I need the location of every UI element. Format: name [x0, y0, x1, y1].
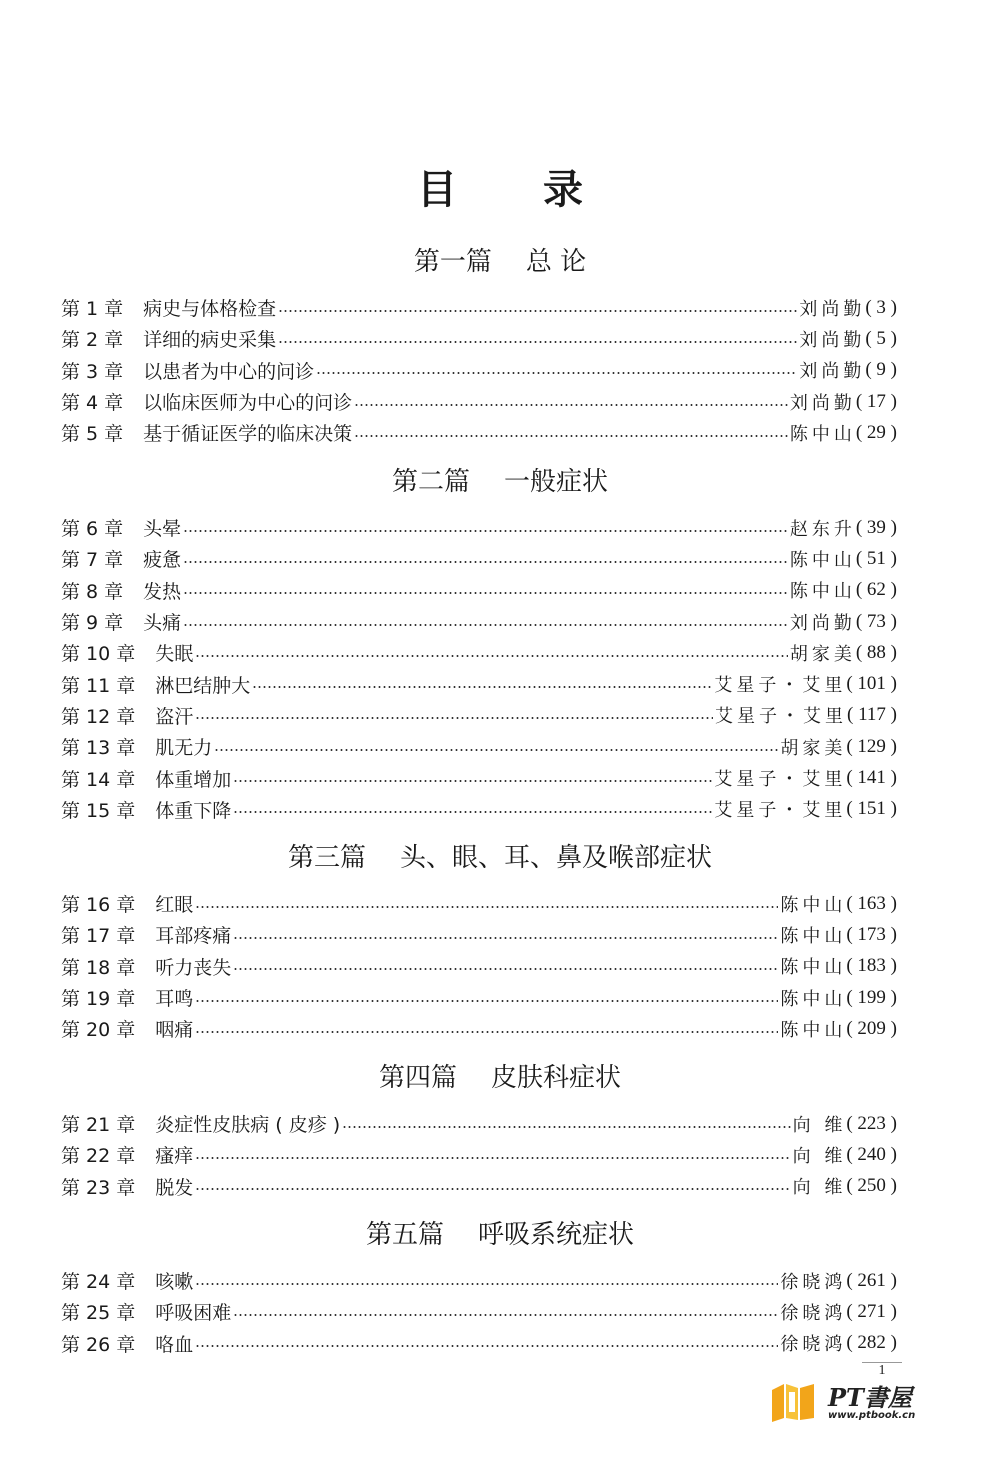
- chapter-title: 淋巴结肿大: [155, 674, 251, 697]
- chapter-page: ( 250 ): [846, 1175, 897, 1197]
- part-heading: [0, 1058, 1000, 1098]
- dot-leader: [195, 1157, 790, 1159]
- chapter-author: 艾星子・艾里: [714, 800, 847, 822]
- dot-leader: [233, 968, 778, 970]
- dot-leader: [195, 1188, 790, 1190]
- chapter-title: 以患者为中心的问诊: [143, 360, 315, 383]
- toc-part: [0, 838, 1000, 1044]
- chapter-list: [0, 888, 1000, 1044]
- dot-leader: [233, 780, 712, 782]
- part-number: 第四篇: [378, 1063, 457, 1093]
- dot-leader: [183, 530, 788, 532]
- toc-entry[interactable]: [61, 543, 897, 574]
- toc-entry[interactable]: [61, 1265, 897, 1296]
- chapter-author: 陈中山: [789, 423, 856, 445]
- part-number: 第五篇: [365, 1220, 444, 1250]
- chapter-list: [0, 1108, 1000, 1202]
- part-number: 第一篇: [413, 247, 492, 277]
- dot-leader: [233, 937, 778, 939]
- chapter-author: 赵东升: [789, 518, 856, 540]
- watermark-logo: [770, 1378, 930, 1428]
- chapter-number: 第 11 章: [61, 674, 136, 697]
- chapter-title: 头痛: [143, 612, 182, 635]
- dot-leader: [214, 749, 778, 751]
- part-title: 总 论: [525, 247, 587, 277]
- chapter-page: ( 163 ): [846, 892, 897, 914]
- chapter-page: ( 209 ): [846, 1017, 897, 1039]
- chapter-number: 第 15 章: [61, 799, 136, 822]
- chapter-page: ( 101 ): [846, 673, 897, 695]
- chapter-page: ( 39 ): [855, 516, 897, 538]
- chapter-page: ( 117 ): [847, 704, 897, 726]
- chapter-author: 陈中山: [789, 549, 856, 571]
- chapter-author: 刘尚勤: [789, 392, 856, 414]
- chapter-page: ( 282 ): [846, 1332, 897, 1354]
- toc-entry[interactable]: [61, 575, 897, 606]
- dot-leader: [195, 1031, 778, 1033]
- dot-leader: [278, 341, 797, 343]
- chapter-title: 详细的病史采集: [143, 329, 277, 352]
- chapter-number: 第 26 章: [61, 1333, 136, 1356]
- chapter-page: ( 3 ): [865, 296, 897, 318]
- chapter-title: 肌无力: [155, 737, 213, 760]
- toc-entry[interactable]: [61, 323, 897, 354]
- toc-entry[interactable]: [61, 417, 897, 448]
- chapter-title: 炎症性皮肤病 ( 皮疹 ): [155, 1114, 341, 1137]
- chapter-title: 体重下降: [155, 799, 232, 822]
- toc-entry[interactable]: [61, 386, 897, 417]
- chapter-list: [0, 1265, 1000, 1359]
- dot-leader: [183, 561, 788, 563]
- dot-leader: [195, 906, 778, 908]
- chapter-author: 陈中山: [780, 957, 847, 979]
- chapter-author: 艾星子・艾里: [715, 706, 848, 728]
- chapter-title: 失眠: [155, 643, 194, 666]
- chapter-author: 艾星子・艾里: [714, 769, 847, 791]
- chapter-number: 第 25 章: [61, 1302, 136, 1325]
- chapter-title: 发热: [143, 580, 182, 603]
- toc-entry[interactable]: [61, 512, 897, 543]
- chapter-title: 头晕: [143, 518, 182, 541]
- chapter-page: ( 129 ): [846, 735, 897, 757]
- chapter-number: 第 23 章: [61, 1176, 136, 1199]
- toc-entry[interactable]: [61, 668, 897, 699]
- toc-part: [0, 1058, 1000, 1202]
- chapter-title: 瘙痒: [155, 1145, 194, 1168]
- chapter-number: 第 7 章: [61, 549, 124, 572]
- chapter-title: 听力丧失: [155, 956, 232, 979]
- dot-leader: [354, 435, 788, 437]
- dot-leader: [183, 592, 788, 594]
- part-title: 头、眼、耳、鼻及喉部症状: [400, 843, 713, 873]
- chapter-title: 咯血: [155, 1333, 194, 1356]
- dot-leader: [183, 624, 788, 626]
- chapter-author: 陈中山: [780, 925, 847, 947]
- chapter-page: ( 73 ): [855, 610, 897, 632]
- chapter-author: 刘尚勤: [799, 361, 866, 383]
- part-number: 第三篇: [287, 843, 366, 873]
- toc-entry[interactable]: [61, 951, 897, 982]
- chapter-number: 第 9 章: [61, 612, 124, 635]
- dot-leader: [195, 655, 788, 657]
- toc-entry[interactable]: [61, 762, 897, 793]
- chapter-author: 徐晓鸿: [780, 1302, 847, 1324]
- chapter-author: 陈中山: [789, 581, 856, 603]
- toc-entry[interactable]: [61, 982, 897, 1013]
- chapter-author: 向 维: [792, 1177, 847, 1199]
- part-heading: [0, 838, 1000, 878]
- watermark-brand: PT書屋: [828, 1383, 912, 1412]
- toc-entry[interactable]: [61, 1328, 897, 1359]
- chapter-list: [0, 512, 1000, 825]
- toc-entry[interactable]: [61, 637, 897, 668]
- chapter-author: 向 维: [792, 1145, 847, 1167]
- toc-entry[interactable]: [61, 919, 897, 950]
- chapter-page: ( 29 ): [855, 421, 897, 443]
- chapter-title: 红眼: [155, 894, 194, 917]
- part-heading: [0, 242, 1000, 282]
- chapter-number: 第 1 章: [61, 298, 124, 321]
- chapter-title: 呼吸困难: [155, 1302, 232, 1325]
- toc-entry[interactable]: [61, 888, 897, 919]
- chapter-number: 第 19 章: [61, 988, 136, 1011]
- chapter-author: 胡家美: [789, 643, 856, 665]
- chapter-number: 第 22 章: [61, 1145, 136, 1168]
- chapter-number: 第 13 章: [61, 737, 136, 760]
- chapter-author: 艾星子・艾里: [714, 675, 847, 697]
- dot-leader: [354, 404, 788, 406]
- chapter-number: 第 2 章: [61, 329, 124, 352]
- toc-part: [0, 242, 1000, 448]
- dot-leader: [195, 1283, 778, 1285]
- chapter-page: ( 151 ): [846, 798, 897, 820]
- chapter-author: 陈中山: [780, 894, 847, 916]
- chapter-number: 第 20 章: [61, 1019, 136, 1042]
- dot-leader: [278, 310, 797, 312]
- chapter-page: ( 88 ): [855, 641, 897, 663]
- toc-entry[interactable]: [61, 1296, 897, 1327]
- toc-entry[interactable]: [61, 1013, 897, 1044]
- chapter-author: 徐晓鸿: [780, 1271, 847, 1293]
- chapter-title: 疲惫: [143, 549, 182, 572]
- chapter-page: ( 62 ): [855, 579, 897, 601]
- chapter-page: ( 199 ): [846, 986, 897, 1008]
- chapter-page: ( 173 ): [846, 923, 897, 945]
- chapter-title: 体重增加: [155, 768, 232, 791]
- chapter-page: ( 9 ): [865, 359, 897, 381]
- chapter-number: 第 3 章: [61, 360, 124, 383]
- toc-entry[interactable]: [61, 355, 897, 386]
- dot-leader: [252, 686, 712, 688]
- chapter-page: ( 5 ): [865, 327, 897, 349]
- chapter-title: 以临床医师为中心的问诊: [143, 392, 353, 415]
- chapter-page: ( 183 ): [846, 955, 897, 977]
- watermark-url: www.ptbook.cn: [828, 1410, 916, 1421]
- dot-leader: [342, 1126, 790, 1128]
- chapter-number: 第 8 章: [61, 580, 124, 603]
- chapter-title: 耳鸣: [155, 988, 194, 1011]
- toc-entry[interactable]: [61, 606, 897, 637]
- part-number: 第二篇: [391, 467, 470, 497]
- chapter-title: 脱发: [155, 1176, 194, 1199]
- chapter-title: 咽痛: [155, 1019, 194, 1042]
- chapter-number: 第 16 章: [61, 894, 136, 917]
- part-heading: [0, 1215, 1000, 1255]
- part-title: 呼吸系统症状: [478, 1220, 635, 1250]
- toc-entry[interactable]: [61, 700, 897, 731]
- chapter-list: [0, 292, 1000, 448]
- chapter-number: 第 12 章: [61, 705, 136, 728]
- chapter-page: ( 141 ): [846, 767, 897, 789]
- chapter-page: ( 271 ): [846, 1300, 897, 1322]
- toc-part: [0, 462, 1000, 825]
- dot-leader: [195, 1345, 778, 1347]
- chapter-number: 第 21 章: [61, 1114, 136, 1137]
- chapter-number: 第 5 章: [61, 423, 124, 446]
- chapter-title: 基于循证医学的临床决策: [143, 423, 353, 446]
- dot-leader: [233, 811, 712, 813]
- chapter-title: 盗汗: [155, 705, 194, 728]
- chapter-number: 第 6 章: [61, 518, 124, 541]
- book-logo-icon: [770, 1382, 820, 1422]
- toc-entry[interactable]: [61, 292, 897, 323]
- chapter-number: 第 24 章: [61, 1271, 136, 1294]
- part-title: 一般症状: [504, 467, 609, 497]
- chapter-page: ( 51 ): [855, 547, 897, 569]
- dot-leader: [195, 1000, 778, 1002]
- chapter-author: 刘尚勤: [789, 612, 856, 634]
- page-title: 目 录: [417, 167, 619, 213]
- chapter-number: 第 18 章: [61, 956, 136, 979]
- chapter-number: 第 14 章: [61, 768, 136, 791]
- toc-entry[interactable]: [61, 1171, 897, 1202]
- chapter-number: 第 17 章: [61, 925, 136, 948]
- part-title: 皮肤科症状: [491, 1063, 622, 1093]
- chapter-author: 向 维: [792, 1114, 847, 1136]
- chapter-author: 陈中山: [780, 988, 847, 1010]
- dot-leader: [316, 372, 797, 374]
- toc-entry[interactable]: [61, 1139, 897, 1170]
- chapter-page: ( 261 ): [846, 1269, 897, 1291]
- dot-leader: [195, 717, 713, 719]
- toc-entry[interactable]: [61, 1108, 897, 1139]
- chapter-title: 病史与体格检查: [143, 298, 277, 321]
- dot-leader: [233, 1314, 778, 1316]
- chapter-number: 第 10 章: [61, 643, 136, 666]
- chapter-page: ( 17 ): [855, 390, 897, 412]
- toc-entry[interactable]: [61, 731, 897, 762]
- part-heading: [0, 462, 1000, 502]
- toc-part: [0, 1215, 1000, 1359]
- chapter-number: 第 4 章: [61, 392, 124, 415]
- toc-entry[interactable]: [61, 794, 897, 825]
- chapter-author: 刘尚勤: [799, 329, 866, 351]
- chapter-page: ( 223 ): [846, 1112, 897, 1134]
- chapter-title: 咳嗽: [155, 1271, 194, 1294]
- page-number: 1: [862, 1362, 902, 1379]
- chapter-title: 耳部疼痛: [155, 925, 232, 948]
- chapter-author: 徐晓鸿: [780, 1334, 847, 1356]
- chapter-author: 胡家美: [780, 737, 847, 759]
- chapter-page: ( 240 ): [846, 1143, 897, 1165]
- chapter-author: 陈中山: [780, 1019, 847, 1041]
- chapter-author: 刘尚勤: [799, 298, 866, 320]
